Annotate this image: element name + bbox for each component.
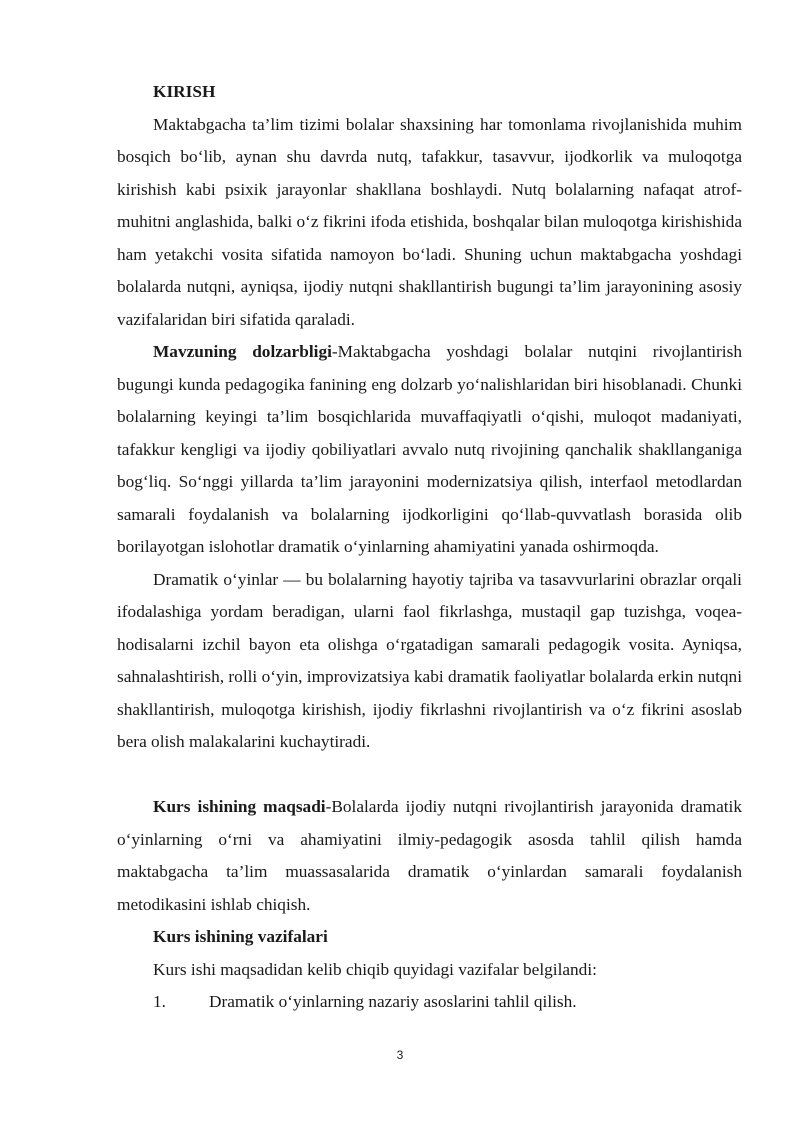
tasks-intro: Kurs ishi maqsadidan kelib chiqib quyidagi vazifalar belgilandi: bbox=[153, 959, 597, 979]
goal-label: Kurs ishining maqsadi bbox=[153, 797, 326, 816]
goal-paragraph bbox=[117, 791, 742, 921]
section-heading-intro: KIRISH bbox=[153, 82, 216, 101]
document-page bbox=[117, 76, 742, 1019]
relevance-paragraph bbox=[117, 336, 742, 564]
list-item-number: 1. bbox=[153, 992, 166, 1011]
list-item-text: Dramatik o‘yinlarning nazariy asoslarini tahlil qilish. bbox=[209, 992, 577, 1011]
list-item bbox=[117, 986, 742, 1019]
relevance-label: Mavzuning dolzarbligi bbox=[153, 342, 332, 361]
relevance-text: -Maktabgacha yoshdagi bolalar nutqini rivojlantirish bugungi kunda pedagogika fanining eng dolzarb yo‘nalishlaridan biri hisoblanadi. Chunki bolalarning keyingi ta’lim bosqichlarida muvaffaqiyatli o‘qishi, muloqot madaniyati, tafakkur kengligi va ijodiy qobiliyatlari avvalo nutq rivojining qanchalik shakllanganiga bog‘liq. So‘nggi yillarda ta’lim jarayonini modernizatsiya qilish, interfaol metodlardan samarali foydalanish va bolalarning ijodkorligini qo‘llab-quvvatlash borasida olib borilayotgan islohotlar dramatik o‘yinlarning ahamiyatini yanada oshirmoqda. bbox=[117, 342, 742, 556]
goal-text: -Bolalarda ijodiy nutqni rivojlantirish jarayonida dramatik o‘yinlarning o‘rni va ahamiyatini ilmiy-pedagogik asosda tahlil qilish hamda maktabgacha ta’lim muassasalarida dramatik o‘yinlardan samarali foydalanish metodikasini ishlab chiqish. bbox=[117, 797, 742, 914]
blank-line bbox=[117, 759, 742, 792]
tasks-heading: Kurs ishining vazifalari bbox=[153, 927, 328, 946]
page-number: 3 bbox=[396, 1048, 404, 1062]
intro-paragraph: Maktabgacha ta’lim tizimi bolalar shaxsining har tomonlama rivojlanishida muhim bosqich bo‘lib, aynan shu davrda nutq, tafakkur, tasavvur, ijodkorlik va muloqotga kirishish kabi psixik jarayonlar shakllana boshlaydi. Nutq bolalarning nafaqat atrof-muhitni anglashida, balki o‘z fikrini ifoda etishida, boshqalar bilan muloqotga kirishishida ham yetakchi vosita sifatida namoyon bo‘ladi. Shuning uchun maktabgacha yoshdagi bolalarda nutqni, ayniqsa, ijodiy nutqni shakllantirish bugungi ta’lim jarayonining asosiy vazifalaridan biri sifatida qaraladi. bbox=[117, 114, 742, 329]
dramatic-games-paragraph: Dramatik o‘yinlar — bu bolalarning hayotiy tajriba va tasavvurlarini obrazlar orqali ifodalashiga yordam beradigan, ularni faol fikrlashga, mustaqil gap tuzishga, voqea-hodisalarni izchil bayon eta olishga o‘rgatadigan samarali pedagogik vosita. Ayniqsa, sahnalashtirish, rolli o‘yin, improvizatsiya kabi dramatik faoliyatlar bolalarda erkin nutqni shakllantirish, muloqotga kirishish, ijodiy fikrlashni rivojlantirish va o‘z fikrini asoslab bera olish malakalarini kuchaytiradi. bbox=[117, 569, 742, 751]
